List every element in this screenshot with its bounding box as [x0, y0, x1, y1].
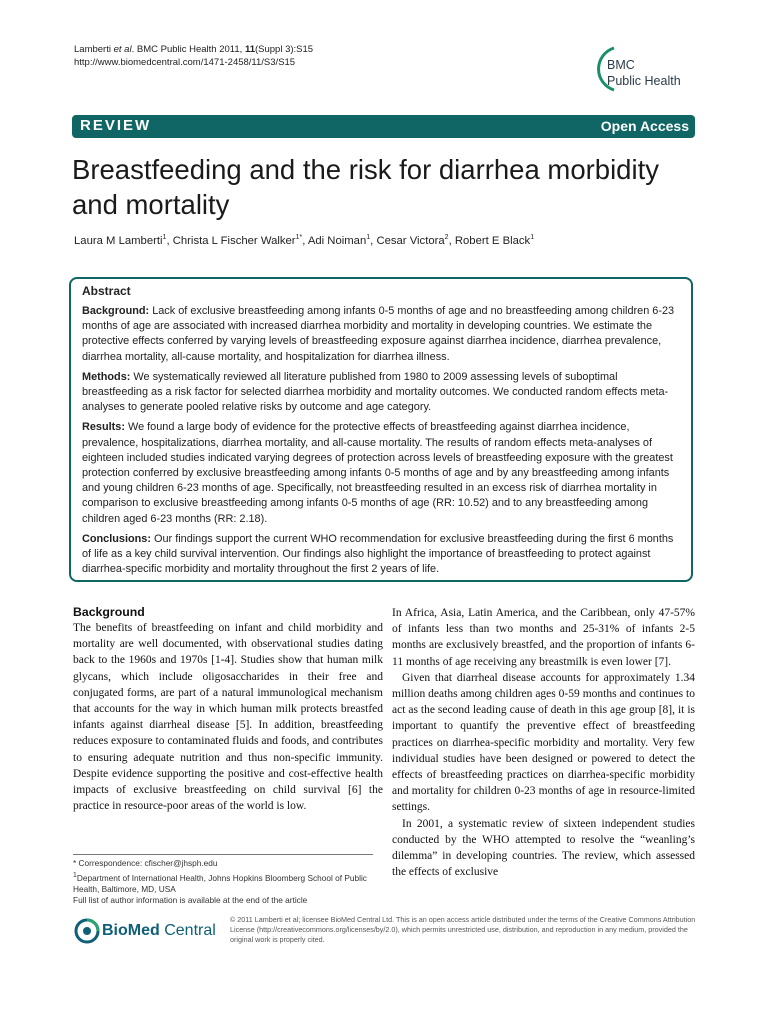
body-column-right [392, 605, 695, 880]
section-heading-background: Background [73, 605, 145, 619]
citation-et-al: et al [113, 44, 132, 55]
journal-logo-bmc: BMC [607, 58, 635, 72]
abstract-box [69, 277, 693, 582]
biomed-central-swirl-icon [74, 918, 100, 944]
article-type-label: REVIEW [80, 117, 152, 134]
author-affiliation-sup: 2 [444, 234, 449, 241]
affiliation-text: Department of International Health, Johns Hopkins Bloomberg School of Public Health, Baltimore, MD, USA [73, 872, 367, 894]
abstract-results-label: Results: [82, 421, 125, 434]
publisher-name-rest: Central [159, 922, 216, 939]
citation-volume: 11 [244, 44, 255, 55]
author-affiliation-sup: 1* [295, 234, 303, 241]
abstract-conclusions-label: Conclusions: [82, 532, 151, 545]
publisher-logo [74, 918, 224, 944]
author-name: Christa L Fischer Walker [172, 234, 296, 247]
citation-line [74, 43, 313, 56]
citation-authors: Lamberti [74, 44, 114, 55]
abstract-methods-label: Methods: [82, 370, 131, 383]
citation-url[interactable]: http://www.biomedcentral.com/1471-2458/11/S3/S15 [74, 57, 296, 68]
correspondence-note: * Correspondence: cfischer@jhsph.edu [73, 858, 218, 868]
author-name: Adi Noiman [307, 234, 367, 247]
body-paragraph: The benefits of breastfeeding on infant and child morbidity and mortality are well documented, with observational studies dating back to the 1960s and 1970s [1-4]. Studies show that human milk glycans, which include oligosaccharides in their free and conjugated forms, are part of a natural immunological mechanism that accounts for the way in which human milk protects breastfed infants against diarrheal disease [5]. In addition, breastfeeding reduces exposure to contaminated fluids and foods, and contributes to ensuring adequate nutrition and thus non-specific immunity. Despite evidence supporting the positive and cost-effective health impacts of exclusive breastfeeding on child survival [6] the practice in resource-poor areas of the world is low. [73, 622, 383, 813]
abstract-heading: Abstract [82, 284, 131, 298]
author-affiliation-sup: 1 [530, 234, 535, 241]
affiliation-note [73, 870, 373, 896]
publisher-name-bold: BioMed [102, 922, 160, 939]
footnotes [73, 854, 373, 907]
citation-issue: (Suppl 3):S15 [254, 44, 314, 55]
body-paragraph: In Africa, Asia, Latin America, and the Caribbean, only 47-57% of infants less than two months and 25-31% of infants 2-5 months are exclusively breastfed, and the proportion of infants 6-11 months of age receiving any breastmilk is even lower [7]. [392, 607, 695, 668]
author-affiliation-sup: 1 [366, 234, 371, 241]
author-name: Cesar Victora [376, 234, 445, 247]
article-title: Breastfeeding and the risk for diarrhea morbidity and mortality [72, 154, 659, 220]
author-name: Laura M Lamberti [74, 234, 163, 247]
abstract-methods [82, 370, 681, 416]
abstract-background-text: Lack of exclusive breastfeeding among infants 0-5 months of age and no breastfeeding among children 6-23 months of age are associated with increased diarrhea morbidity and mortality in developing countries. We estimate the protective effects conferred by varying levels of breastfeeding exposure against diarrhea incidence, diarrhea prevalence, diarrhea mortality, all-cause mortality, and hospitalization for diarrhea illness. [82, 305, 675, 363]
open-access-label: Open Access [600, 118, 689, 134]
license-statement: © 2011 Lamberti et al; licensee BioMed Central Ltd. This is an open access article distributed under the terms of the Creative Commons Attribution License (http://creativecommons.org/licenses/by/2.0), which permits unrestricted use, distribution, and reproduction in any medium, provided the original work is properly cited. [230, 915, 696, 944]
citation-header [74, 43, 313, 69]
article-type-banner [72, 115, 695, 138]
affiliation-sup: 1 [73, 871, 77, 879]
publisher-name [102, 922, 216, 940]
journal-logo [596, 44, 696, 94]
abstract-background [82, 304, 681, 365]
abstract-conclusions [82, 532, 681, 578]
author-list: Laura M Lamberti$^1$, Christa L Fischer Walker$^{1*}$, Adi Noiman$^1$, Cesar Victora$^2$, Robert E Black$^1$ [74, 234, 535, 247]
body-column-left [73, 605, 383, 814]
author-name: Robert E Black [454, 234, 531, 247]
abstract-background-label: Background: [82, 305, 150, 317]
abstract-methods-text: We systematically reviewed all literature published from 1980 to 2009 assessing levels of suboptimal breastfeeding as a risk factor for selected diarrhea morbidity and mortality outcomes. We conducted random effects meta-analyses to generate pooled relative risks by outcome and age category. [82, 370, 669, 414]
journal-logo-name: Public Health [607, 74, 681, 88]
abstract-results-text: We found a large body of evidence for the protective effects of breastfeeding against diarrhea incidence, prevalence, hospitalizations, diarrhea mortality, and all-cause mortality. The results of random effects meta-analyses of eighteen included studies indicated varying degrees of protection across levels of breastfeeding exposure with the greatest protection conferred by exclusive breastfeeding among infants 0-5 months of age and by any breastfeeding among infants and young children 6-23 months of age. Specifically, not breastfeeding resulted in an excess risk of diarrhea mortality in comparison to exclusive breastfeeding among infants 0-5 months of age (RR: 10.52) and to any breastfeeding among children aged 6-23 months (RR: 2.18). [82, 421, 673, 525]
author-affiliation-sup: 1 [162, 234, 167, 241]
body-paragraph: Given that diarrheal disease accounts for approximately 1.34 million deaths among children ages 0-59 months and continues to act as the second leading cause of death in this age group [8], it is important to quantify the preventive effect of breastfeeding practices on diarrhea-specific morbidity and mortality. Very few individual studies have been designed or powered to detect the effects of breastfeeding practices on diarrhea-specific morbidity and mortality for children 0-23 months of age in resource-limited settings. [392, 671, 695, 814]
body-paragraph: In 2001, a systematic review of sixteen independent studies conducted by the WHO attempted to resolve the “weanling’s dilemma” in developing countries. The review, which assessed the effects of exclusive [392, 817, 695, 879]
abstract-conclusions-text: Our findings support the current WHO recommendation for exclusive breastfeeding during the first 6 months of life as a key child survival intervention. Our findings also highlight the importance of breastfeeding to protect against diarrhea-specific morbidity and mortality throughout the first 2 years of life. [82, 532, 674, 576]
citation-journal: . BMC Public Health 2011, [131, 44, 245, 55]
author-info-note: Full list of author information is available at the end of the article [73, 895, 308, 906]
abstract-results [82, 420, 681, 526]
